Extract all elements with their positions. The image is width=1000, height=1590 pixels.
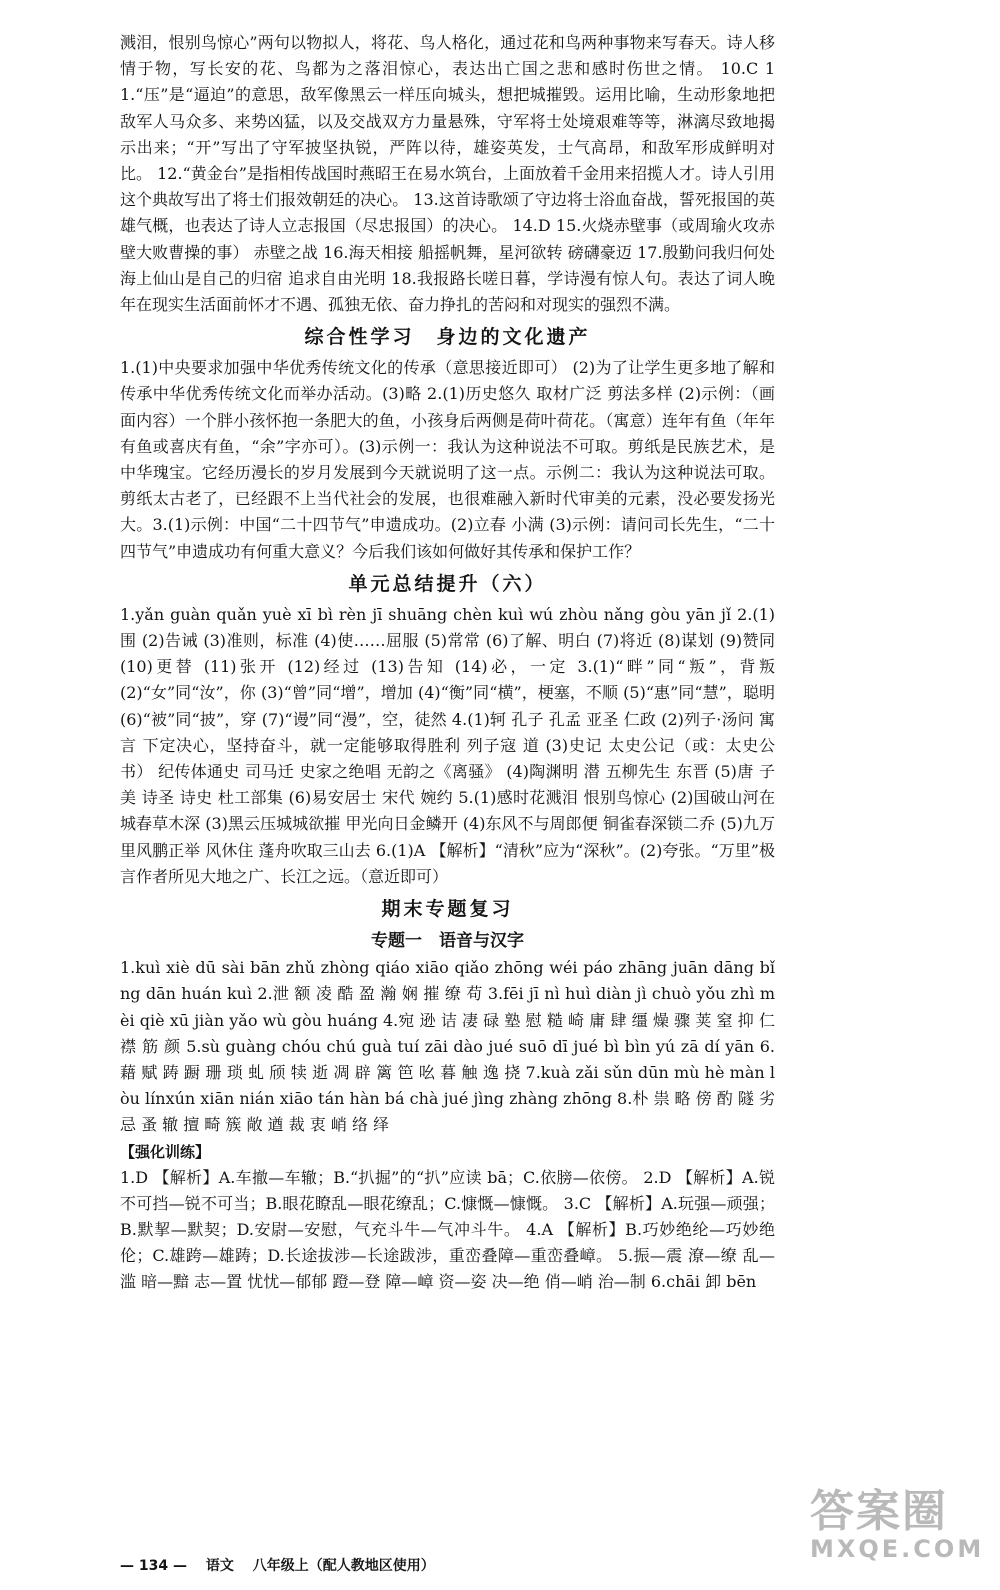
answer-paragraph: 1.D 【解析】A.车撤—车辙；B.“扒掘”的“扒”应读 bā；C.依膀—依傍。 2.D 【解析】A.锐不可挡—锐不可当；B.眼花瞭乱—眼花缭乱；C.慷慨—慷慨。 3.C 【解析】A.玩强—顽强；B.默挈—默契；D.安尉—安慰，气充斗牛—气冲斗牛。 4.A 【解析】B.巧妙绝纶—巧妙绝伦；C.雄跨—雄踌；D.长途拔涉—长途跋涉，重峦叠障—重峦叠嶂。 5.振—震 潦—缭 乱—滥 暗—黯 志—置 忧忧—郁郁 蹬—登 障—嶂 资—姿 决—绝 俏—峭 治—制 6.chāi 卸 bēn — [120, 1167, 775, 1292]
answer-paragraph: 溅泪，恨别鸟惊心”两句以物拟人，将花、鸟人格化，通过花和鸟两种事物来写春天。诗人移情于物，写长安的花、鸟都为之落泪惊心，表达出亡国之悲和感时伤世之情。 10.C 11.“压”是“逼迫”的意思，敌军像黑云一样压向城头，想把城摧毁。运用比喻，生动形象地把敌军人马众多、来势凶猛，以及交战双方力量悬殊，守军将士处境艰难等等，淋漓尽致地揭示出来；“开”写出了守军披坚执锐，严阵以待，雄姿英发，士气高昂，和敌军形成鲜明对比。 12.“黄金台”是指相传战国时燕昭王在易水筑台，上面放着千金用来招揽人才。诗人引用这个典故写出了将士们报效朝廷的决心。 13.这首诗歌颂了守边将士浴血奋战，誓死报国的英雄气概，也表达了诗人立志报国（尽忠报国）的决心。 14.D 15.火烧赤壁事（或周瑜火攻赤壁大败曹操的事） 赤壁之战 16.海天相接 船摇帆舞，星河欲转 磅礴豪迈 17.殷勤问我归何处 海上仙山是自己的归宿 追求自由光明 18.我报路长嗟日暮，学诗漫有惊人句。表达了词人晚年在现实生活面前怀才不遇、孤独无依、奋力挣扎的苦闷和对现实的强烈不满。 — [120, 33, 775, 315]
watermark-logo: 答案圈 — [810, 1486, 948, 1537]
answer-paragraph: 1.(1)中央要求加强中华优秀传统文化的传承（意思接近即可） (2)为了让学生更多地了解和传承中华优秀传统文化而举办活动。(3)略 2.(1)历史悠久 取材广泛 剪法多样 (2)示例：（画面内容）一个胖小孩怀抱一条肥大的鱼，小孩身后两侧是荷叶荷花。（寓意）连年有鱼（年年有鱼或喜庆有鱼，“余”字亦可）。(3)示例一：我认为这种说法不可取。剪纸是民族艺术，是中华瑰宝。它经历漫长的岁月发展到今天就说明了这一点。示例二：我认为这种说法可取。剪纸太古老了，已经跟不上当代社会的发展，也很难融入新时代审美的元素，没必要发扬光大。3.(1)示例：中国“二十四节气”申遗成功。(2)立春 小满 (3)示例：请问司长先生，“二十四节气”申遗成功有何重大意义？今后我们该如何做好其传承和保护工作？ — [120, 358, 775, 561]
answer-content — [120, 30, 775, 1296]
grade-label: 八年级上（配人教地区使用） — [252, 1558, 435, 1574]
subject-label: 语文 — [205, 1558, 234, 1574]
answer-paragraph: 1.kuì xiè dū sài bān zhǔ zhòng qiáo xiāo qiǎo zhōng wéi páo zhāng juān dāng bǐng dān huán kuì 2.泄 额 凌 酷 盈 瀚 娴 摧 缭 苟 3.fēi jī nì huì diàn jì chuò yǒu zhì mèi qiè xū jiàn yǎo wù gòu huáng 4.宛 逊 诘 凄 碌 塾 慰 糙 崎 庸 肆 缰 燥 骤 荚 窒 抑 仁 襟 筋 颜 5.sù guàng chóu chú guà tuí zāi dào jué suō dī jué bì bìn yú zā dí yān 6.藉 赋 踌 蹰 珊 琐 虬 颀 犊 逝 凋 辟 篱 笆 吆 暮 触 逸 挠 7.kuà zǎi sǔn dūn mù hè màn lòu línxún xiān nián xiāo tán hàn bá chà jué jìng zhàng zhōng 8.朴 祟 略 傍 酌 隧 劣 忌 蚤 辙 擅 畸 簇 敞 遒 裁 衷 峭 络 绎 — [120, 958, 776, 1135]
section-title: 单元总结提升（六） — [348, 572, 547, 595]
exercise-heading: 【强化训练】 — [120, 1142, 211, 1161]
section-title: 综合性学习 身边的文化遗产 — [304, 326, 591, 349]
answer-paragraph: 1.yǎn guàn quǎn yuè xī bì rèn jī shuāng chèn kuì wú zhòu nǎng gòu yān jǐ 2.(1)围 (2)告诫 (3)准则，标准 (4)使……屈服 (5)常常 (6)了解、明白 (7)将近 (8)谋划 (9)赞同 (10)更替 (11)张开 (12)经过 (13)告知 (14)必，一定 3.(1)“畔”同“叛”，背叛 (2)“女”同“汝”，你 (3)“曾”同“增”，增加 (4)“衡”同“横”，梗塞，不顺 (5)“惠”同“慧”，聪明 (6)“被”同“披”，穿 (7)“谩”同“漫”，空，徒然 4.(1)轲 孔子 孔孟 亚圣 仁政 (2)列子·汤问 寓言 下定决心，坚持奋斗，就一定能够取得胜利 列子寇 道 (3)史记 太史公记（或：太史公书） 纪传体通史 司马迁 史家之绝唱 无韵之《离骚》 (4)陶渊明 潜 五柳先生 东晋 (5)唐 子美 诗圣 诗史 杜工部集 (6)易安居士 宋代 婉约 5.(1)感时花溅泪 恨别鸟惊心 (2)国破山河在 城春草木深 (3)黑云压城城欲摧 甲光向日金鳞开 (4)东风不与周郎便 铜雀春深锁二乔 (5)九万里风鹏正举 风休住 蓬舟吹取三山去 6.(1)A 【解析】“清秋”应为“深秋”。(2)夸张。“万里”极言作者所见大地之广、长江之远。（意近即可） — [120, 604, 775, 886]
page-footer — [120, 1555, 449, 1575]
site-watermark — [810, 1475, 990, 1585]
section-subtitle: 专题一 语音与汉字 — [371, 931, 524, 952]
section-title: 期末专题复习 — [381, 898, 514, 921]
watermark-url: MXQE.COM — [810, 1535, 985, 1563]
page-number: — 134 — — [120, 1558, 187, 1574]
